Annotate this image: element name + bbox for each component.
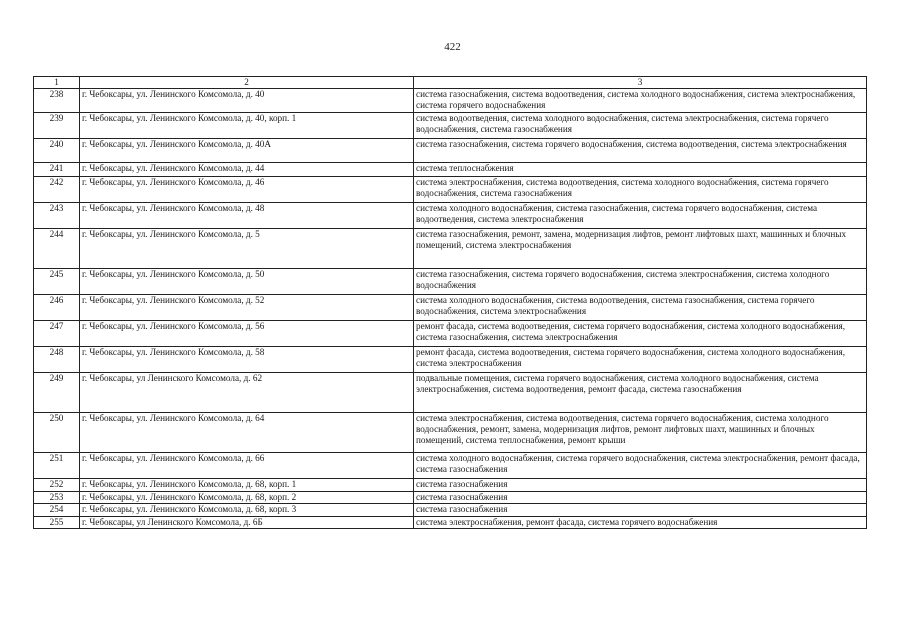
table-row (34, 229, 867, 269)
cell-address: г. Чебоксары, ул. Ленинского Комсомола, д. 44 (80, 163, 414, 177)
table-row (34, 479, 867, 492)
cell-address: г. Чебоксары, ул. Ленинского Комсомола, д. 40А (80, 139, 414, 163)
cell-address: г. Чебоксары, ул. Ленинского Комсомола, д. 68, корп. 3 (80, 504, 414, 517)
cell-works: ремонт фасада, система водоотведения, система горячего водоснабжения, система холодного водоснабжения, система электроснабжения (414, 347, 867, 373)
table-row (34, 177, 867, 203)
cell-address: г. Чебоксары, ул. Ленинского Комсомола, д. 68, корп. 2 (80, 492, 414, 504)
table-row (34, 492, 867, 504)
cell-number: 240 (34, 139, 80, 163)
cell-number: 253 (34, 492, 80, 504)
cell-works: система газоснабжения, ремонт, замена, модернизация лифтов, ремонт лифтовых шахт, машинных и блочных помещений, система электроснабжения (414, 229, 867, 269)
table-row (34, 89, 867, 113)
table-header-row (34, 77, 867, 89)
table-row (34, 453, 867, 479)
table-row (34, 504, 867, 517)
cell-works: система газоснабжения (414, 492, 867, 504)
cell-works: ремонт фасада, система водоотведения, система горячего водоснабжения, система холодного водоснабжения, система газоснабжения, система электроснабжения (414, 321, 867, 347)
table-row (34, 295, 867, 321)
cell-works: система газоснабжения, система горячего водоснабжения, система электроснабжения, система холодного водоснабжения (414, 269, 867, 295)
cell-number: 238 (34, 89, 80, 113)
buildings-table (33, 76, 867, 529)
cell-number: 241 (34, 163, 80, 177)
cell-address: г. Чебоксары, ул. Ленинского Комсомола, д. 58 (80, 347, 414, 373)
cell-works: система водоотведения, система холодного водоснабжения, система электроснабжения, система горячего водоснабжения, система газоснабжения (414, 113, 867, 139)
cell-number: 244 (34, 229, 80, 269)
cell-address: г. Чебоксары, ул. Ленинского Комсомола, д. 46 (80, 177, 414, 203)
cell-number: 250 (34, 413, 80, 453)
cell-number: 252 (34, 479, 80, 492)
cell-address: г. Чебоксары, ул. Ленинского Комсомола, д. 68, корп. 1 (80, 479, 414, 492)
cell-number: 249 (34, 373, 80, 413)
cell-number: 254 (34, 504, 80, 517)
cell-works: система холодного водоснабжения, система водоотведения, система газоснабжения, система горячего водоснабжения, система электроснабжения (414, 295, 867, 321)
cell-address: г. Чебоксары, ул Ленинского Комсомола, д. 6Б (80, 517, 414, 529)
cell-works: система теплоснабжения (414, 163, 867, 177)
cell-address: г. Чебоксары, ул. Ленинского Комсомола, д. 52 (80, 295, 414, 321)
table-row (34, 321, 867, 347)
table-row (34, 203, 867, 229)
table-row (34, 347, 867, 373)
cell-address: г. Чебоксары, ул. Ленинского Комсомола, д. 56 (80, 321, 414, 347)
table-row (34, 517, 867, 529)
cell-works: система электроснабжения, система водоотведения, система холодного водоснабжения, система горячего водоснабжения, система газоснабжения (414, 177, 867, 203)
cell-address: г. Чебоксары, ул. Ленинского Комсомола, д. 40 (80, 89, 414, 113)
cell-number: 247 (34, 321, 80, 347)
cell-works: система электроснабжения, ремонт фасада, система горячего водоснабжения (414, 517, 867, 529)
table-row (34, 163, 867, 177)
table-body (34, 89, 867, 529)
cell-number: 245 (34, 269, 80, 295)
cell-address: г. Чебоксары, ул. Ленинского Комсомола, д. 50 (80, 269, 414, 295)
column-header-works: 3 (414, 77, 867, 89)
cell-address: г. Чебоксары, ул. Ленинского Комсомола, д. 40, корп. 1 (80, 113, 414, 139)
cell-works: система газоснабжения (414, 479, 867, 492)
cell-works: система газоснабжения (414, 504, 867, 517)
cell-number: 242 (34, 177, 80, 203)
cell-address: г. Чебоксары, ул. Ленинского Комсомола, д. 48 (80, 203, 414, 229)
cell-address: г. Чебоксары, ул. Ленинского Комсомола, д. 66 (80, 453, 414, 479)
table-row (34, 139, 867, 163)
cell-number: 239 (34, 113, 80, 139)
cell-number: 243 (34, 203, 80, 229)
column-header-address: 2 (80, 77, 414, 89)
page-number: 422 (444, 41, 461, 53)
column-header-number: 1 (34, 77, 80, 89)
cell-number: 246 (34, 295, 80, 321)
cell-works: система холодного водоснабжения, система газоснабжения, система горячего водоснабжения, система водоотведения, система электроснабжения (414, 203, 867, 229)
cell-number: 251 (34, 453, 80, 479)
cell-address: г. Чебоксары, ул. Ленинского Комсомола, д. 64 (80, 413, 414, 453)
table-row (34, 269, 867, 295)
table-row (34, 413, 867, 453)
cell-works: система электроснабжения, система водоотведения, система горячего водоснабжения, система холодного водоснабжения, ремонт, замена, модернизация лифтов, ремонт лифтовых шахт, машинных и блочных помещений, система теплоснабжения, ремонт крыши (414, 413, 867, 453)
table-row (34, 373, 867, 413)
cell-number: 248 (34, 347, 80, 373)
cell-works: подвальные помещения, система горячего водоснабжения, система холодного водоснабжения, система электроснабжения, система водоотведения, ремонт фасада, система газоснабжения (414, 373, 867, 413)
cell-works: система газоснабжения, система горячего водоснабжения, система водоотведения, система электроснабжения (414, 139, 867, 163)
cell-address: г. Чебоксары, ул. Ленинского Комсомола, д. 5 (80, 229, 414, 269)
cell-address: г. Чебоксары, ул Ленинского Комсомола, д. 62 (80, 373, 414, 413)
cell-works: система холодного водоснабжения, система горячего водоснабжения, система электроснабжения, ремонт фасада, система газоснабжения (414, 453, 867, 479)
cell-number: 255 (34, 517, 80, 529)
cell-works: система газоснабжения, система водоотведения, система холодного водоснабжения, система электроснабжения, система горячего водоснабжения (414, 89, 867, 113)
table-row (34, 113, 867, 139)
table-header (34, 77, 867, 89)
